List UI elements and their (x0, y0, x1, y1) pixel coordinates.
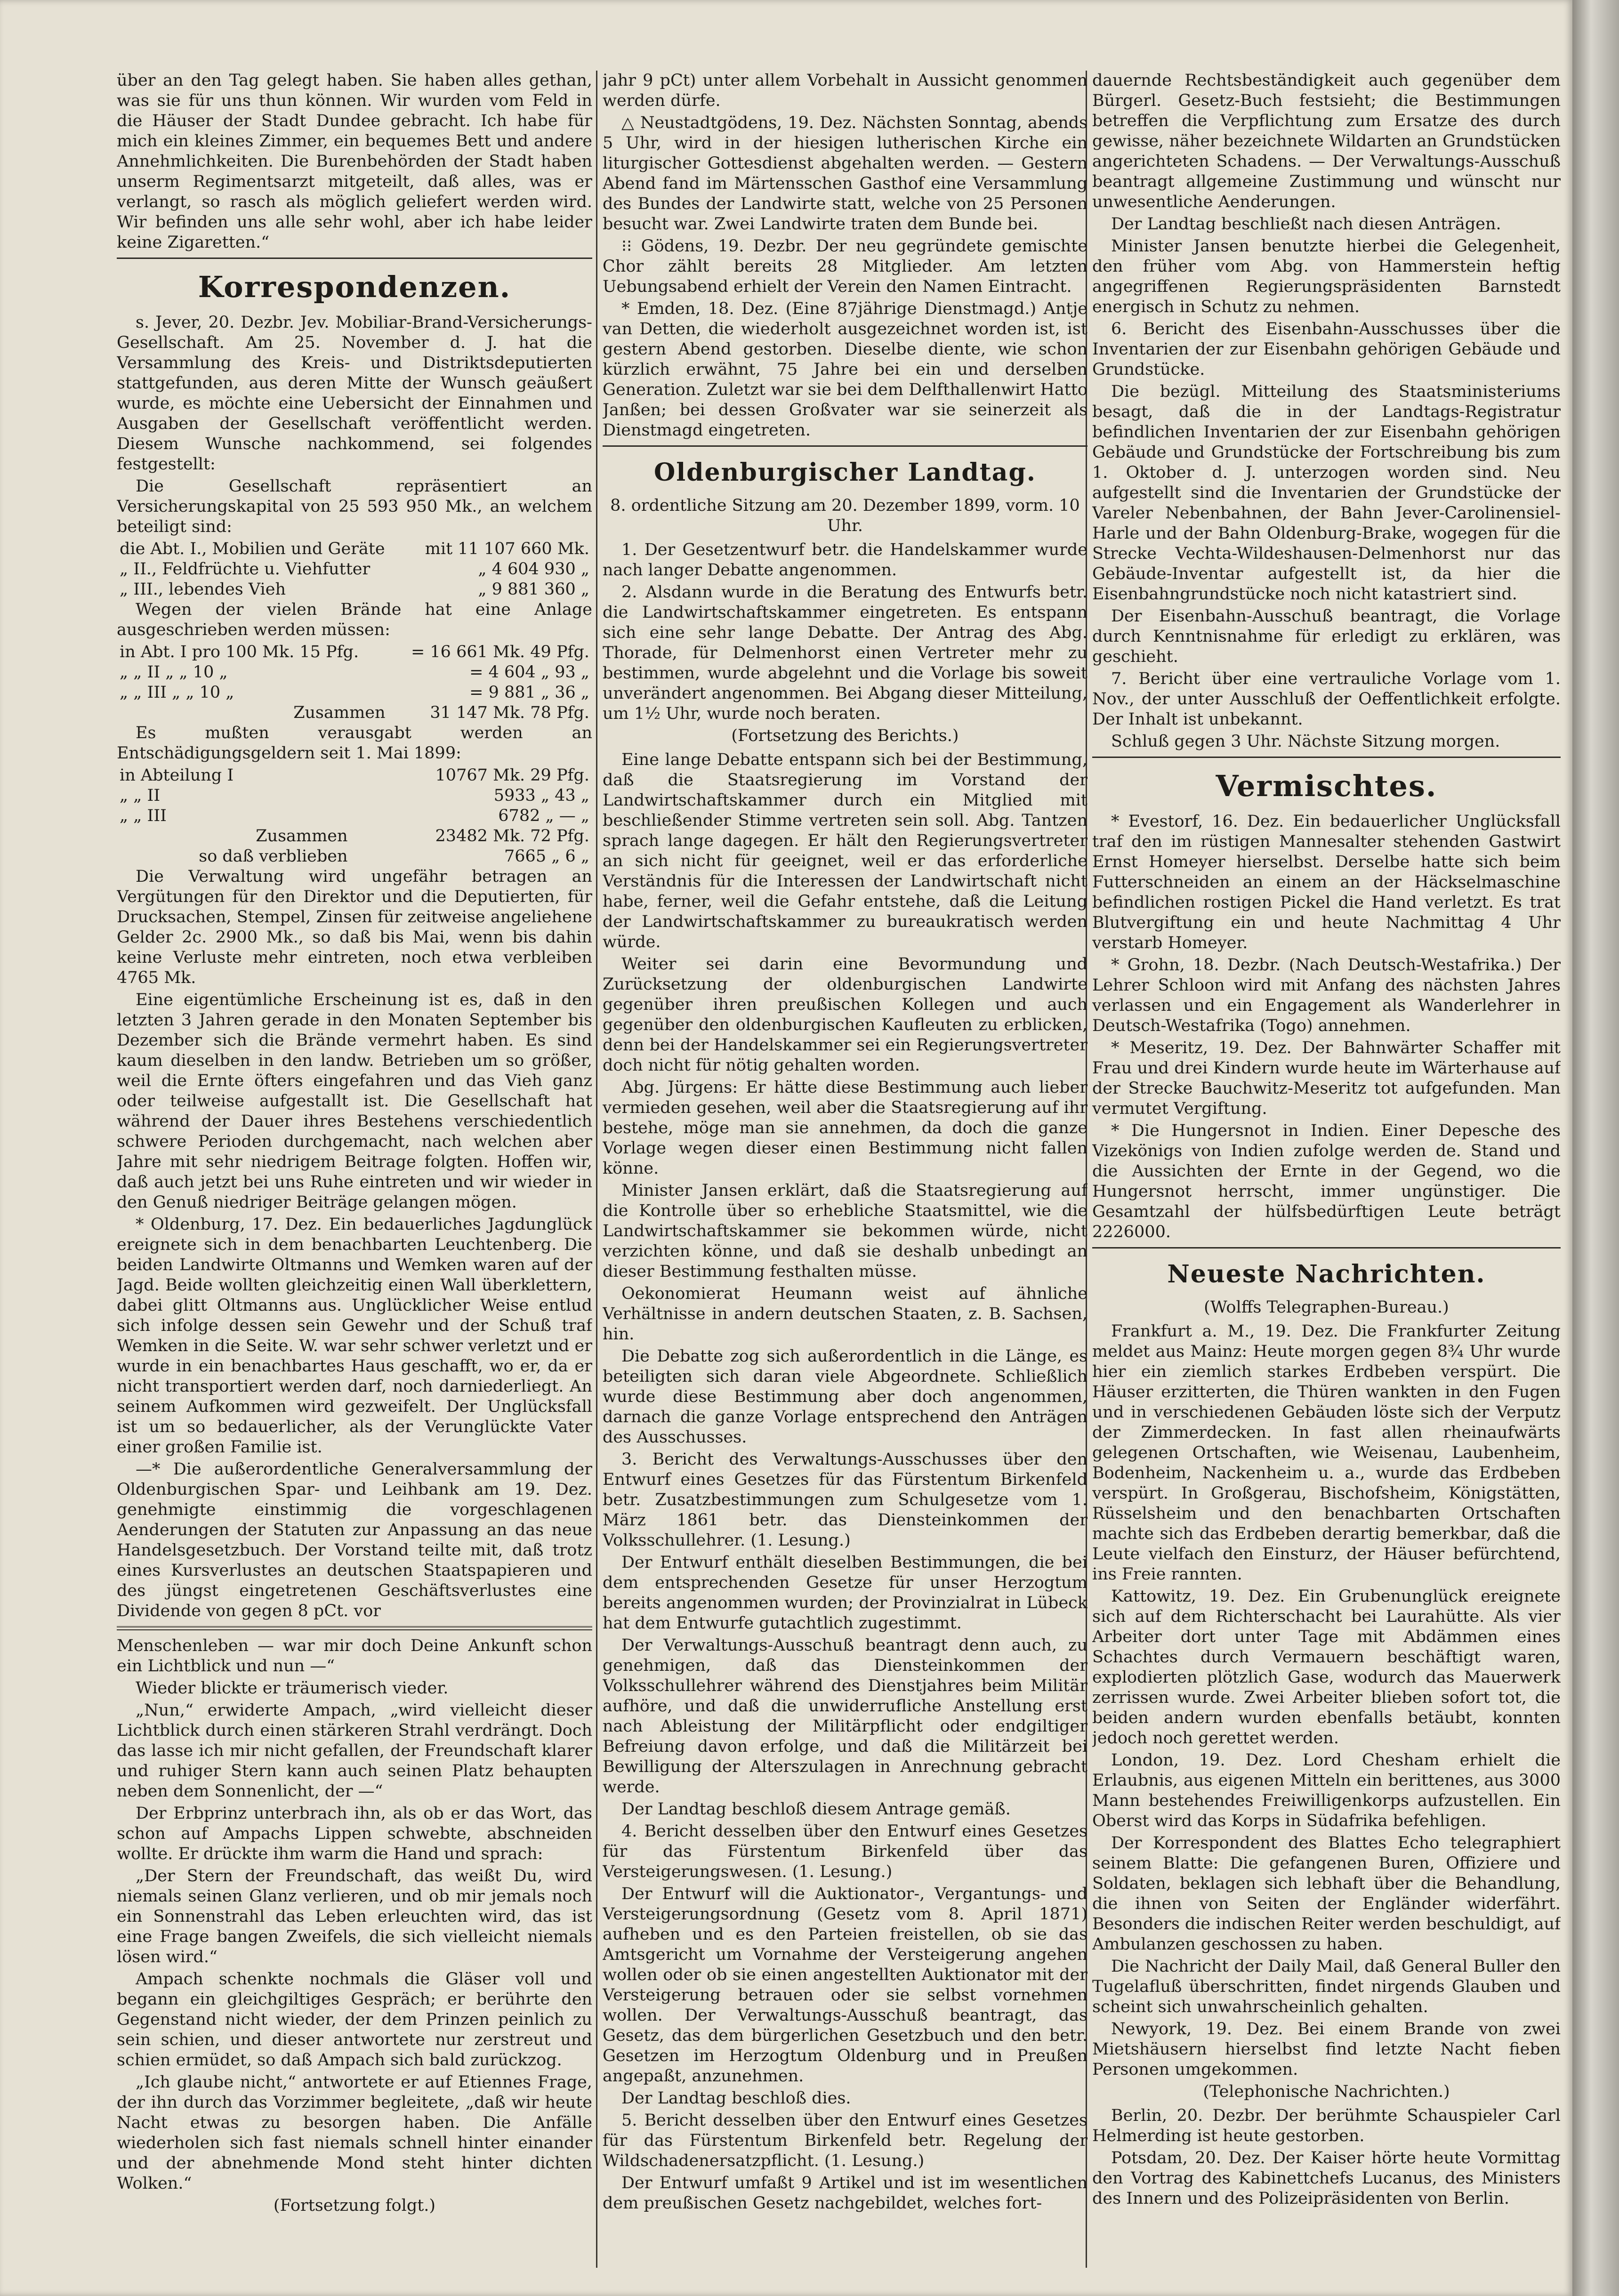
report-paragraph: 3. Bericht des Verwaltungs-Ausschusses über den Entwurf eines Gesetzes für das Fürstentum Birkenfeld betr. Zusatzbestimmungen zum Schulgesetze vom 1. März 1861 betr. das Diensteinkommen der Volksschullehrer. (1. Lesung.) (603, 1450, 1087, 1550)
table-cell: Zusammen (256, 827, 348, 846)
table-row (117, 662, 592, 683)
agenda-item: 1. Der Gesetzentwurf betr. die Handelskammer wurde nach langer Debatte angenommen. (603, 540, 1087, 580)
news-item: Kattowitz, 19. Dez. Ein Grubenunglück ereignete sich auf dem Richterschacht bei Laurahütte. Als vier Arbeiter dort unter Tage mit Abdämmen eines Schachtes durch Vermauern beschäftigt waren, explodierten plötzlich Gase, wodurch das Mauerwerk zerrissen wurde. Zwei Arbeiter blieben sofort tot, die beiden andern wurden ebenfalls betäubt, konnten jedoch noch gerettet werden. (1092, 1587, 1561, 1748)
report-paragraph: Der Landtag beschloß diesem Antrage gemäß. (621, 1800, 1011, 1819)
table-abteilungen (117, 539, 592, 600)
report-paragraph: Oekonomierat Heumann weist auf ähnliche Verhältnisse in andern deutschen Staaten, z. B. Sachsen, hin. (603, 1284, 1087, 1344)
report-paragraph: Minister Jansen erklärt, daß die Staatsregierung auf die Kontrolle über so erhebliche Staatsmittel, wie die Landwirtschaftskammer sie bekommen würde, nicht verzichten könne, und daß sie deshalb unbedingt an dieser Bestimmung festhalten müsse. (603, 1181, 1087, 1281)
report-paragraph: Der Landtag beschließt nach diesen Anträgen. (1111, 215, 1501, 234)
news-item: Newyork, 19. Dez. Bei einem Brande von zwei Mietshäusern hierselbst find letzte Nacht fieben Personen umgekommen. (1092, 2020, 1561, 2079)
table-row (117, 786, 592, 806)
feuilleton (117, 1636, 592, 2216)
table-row (117, 539, 592, 559)
divider (603, 445, 1087, 447)
feuilleton-paragraph: Wieder blickte er träumerisch vieder. (136, 1679, 449, 1698)
report-paragraph: Die Debatte zog sich außerordentlich in die Länge, es beteiligten sich daran viele Abgeordnete. Schließlich wurde diese Bestimmung aber doch angenommen, darnach die ganze Vorlage entsprechend den Anträgen des Ausschusses. (603, 1347, 1087, 1447)
table-cell: „ 4 604 930 „ (478, 560, 589, 579)
article-paragraph: Die Verwaltung wird ungefähr betragen an Vergütungen für den Direktor und die Deputierten, für Drucksachen, Stempel, Zinsen für zeitweise angeliehene Gelder 2c. 2900 Mk., so daß bis Mai, wenn bis dahin keine Verluste mehr eintreten, noch etwa verbleiben 4765 Mk. (117, 867, 592, 987)
divider (1092, 1247, 1561, 1249)
article-goedens: ⁝⁝ Gödens, 19. Dezbr. Der neu gegründete gemischte Chor zählt bereits 28 Mitglieder. Am letzten Uebungsabend erhielt der Verein den Namen Eintracht. (603, 237, 1087, 296)
news-source: (Telephonische Nachrichten.) (1203, 2082, 1450, 2101)
news-item: Potsdam, 20. Dez. Der Kaiser hörte heute Vormittag den Vortrag des Kabinettchefs Lucanus, des Ministers des Innern und des Polizeipräsidenten von Berlin. (1092, 2149, 1561, 2208)
table-row (117, 846, 592, 867)
news-item: Die Nachricht der Daily Mail, daß General Buller den Tugelafluß überschritten, findet nirgends Glauben und scheint sich unwahrscheinlich gehalten. (1092, 1957, 1561, 2016)
report-paragraph: Eine lange Debatte entspann sich bei der Bestimmung, daß die Staatsregierung im Vorstand der Landwirtschaftskammer durch ein Mitglied mit beschließender Stimme vertreten sein soll. Abg. Tantzen sprach lange dagegen. Er hält den Regierungsvertreter an sich nicht für geeignet, weil er das erforderliche Verständnis für die Interessen der Landwirtschaft nicht habe, ferner, weil die Gefahr entstehe, daß die Leitung der Landwirtschaftskammer zu bureaukratisch werden würde. (603, 750, 1087, 951)
table-cell: in Abt. I pro 100 Mk. 15 Pfg. (120, 643, 359, 661)
table-cell: „ „ II „ „ 10 „ (120, 663, 228, 682)
report-paragraph: 6. Bericht des Eisenbahn-Ausschusses über die Inventarien der zur Eisenbahn gehörigen Gebäude und Grundstücke. (1092, 320, 1561, 379)
section-heading-korrespondenzen: Korrespondenzen. (198, 270, 511, 304)
report-paragraph: Minister Jansen benutzte hierbei die Gelegenheit, den früher vom Abg. von Hammerstein heftig angegriffenen Regierungspräsidenten Barnstedt energisch in Schutz zu nehmen. (1092, 237, 1561, 316)
table-cell: 10767 Mk. 29 Pfg. (435, 766, 589, 785)
table-cell: 31 147 Mk. 78 Pfg. (430, 703, 589, 722)
table-cell: 5933 „ 43 „ (493, 786, 589, 805)
news-item: * Die Hungersnot in Indien. Einer Depesche des Vizekönigs von Indien zufolge werden de. Stand und die Aussichten der Ernte in der Gegend, wo die Hungersnot herrscht, immer ungünstiger. Die Gesamtzahl der hülfsbedürftigen Leute beträgt 2226000. (1092, 1121, 1561, 1241)
article-paragraph: Es mußten verausgabt werden an Entschädigungsgeldern seit 1. Mai 1899: (117, 724, 592, 763)
table-cell: = 4 604 „ 93 „ (469, 663, 589, 682)
report-paragraph: Der Verwaltungs-Ausschuß beantragt denn auch, zu genehmigen, daß das Diensteinkommen der Volksschullehrer während des Dienstjahres beim Militär aufhöre, und daß die unwiderrufliche Anstellung erst nach Ableistung der Militärpflicht oder endgiltiger Befreiung davon erfolge, und daß die Militärzeit bei Bewilligung der Alterszulagen in Anrechnung gebracht werde. (603, 1636, 1087, 1797)
report-paragraph: Weiter sei darin eine Bevormundung und Zurücksetzung der oldenburgischen Landwirte gegenüber ihren preußischen Kollegen und auch gegenüber den oldenburgischen Kaufleuten zu erblicken, denn bei der Handelskammer sei ein Regierungsvertreter doch nicht für nötig gehalten worden. (603, 955, 1087, 1075)
report-paragraph: Der Entwurf will die Auktionator-, Vergantungs- und Versteigerungsordnung (Gesetz vom 8. April 1871) aufheben und es den Parteien freistellen, ob sie das Amtsgericht um Vornahme der Versteigerung angehen wollen oder ob sie einen angestellten Auktionator mit der Versteigerung betrauen oder sie selbst vornehmen wollen. Der Verwaltungs-Ausschuß beantragt, das Gesetz, das dem bürgerlichen Gesetzbuch und den betr. Gesetzen im Herzogtum Oldenburg und in Preußen angepaßt, anzunehmen. (603, 1885, 1087, 2086)
feuilleton-paragraph: „Ich glaube nicht,“ antwortete er auf Etiennes Frage, der ihn durch das Vorzimmer begleitete, „daß wir heute Nacht etwas zu besorgen haben. Die Anfälle wiederholen sich fast niemals schnell hinter einander und der abnehmende Mond steht hinter dichten Wolken.“ (117, 2073, 592, 2193)
agenda-item: 2. Alsdann wurde in die Beratung des Entwurfs betr. die Landwirtschaftskammer eingetreten. Es entspann sich eine sehr lange Debatte. Der Antrag des Abg. Thorade, für Delmenhorst einen Vertreter mehr zu bestimmen, wurde abgelehnt und die Vorlage bis soweit unverändert angenommen. Bei Abgang dieser Mitteilung, um 1½ Uhr, wurde noch beraten. (603, 583, 1087, 723)
table-anlage (117, 642, 592, 723)
feuilleton-paragraph: Ampach schenkte nochmals die Gläser voll und begann ein gleichgiltiges Gespräch; er berührte den Gegenstand nicht wieder, der dem Prinzen peinlich zu sein schien, und dieser antwortete nur zerstreut und schien ermüdet, so daß Ampach sich bald zurückzog. (117, 1970, 592, 2070)
report-paragraph: Abg. Jürgens: Er hätte diese Bestimmung auch lieber vermieden gesehen, weil aber die Staatsregierung auf ihr bestehe, möge man sie annehmen, da doch die ganze Vorlage wegen dieser einen Bestimmung nicht fallen könne. (603, 1078, 1087, 1178)
report-paragraph: dauernde Rechtsbeständigkeit auch gegenüber dem Bürgerl. Gesetz-Buch festsieht; die Bestimmungen betreffen die Verpflichtung zum Ersatze des durch gewisse, näher bezeichnete Wildarten an Grundstücken angerichteten Schadens. — Der Verwaltungs-Ausschuß beantragt allgemeine Zustimmung und wünscht nur unwesentliche Aenderungen. (1092, 71, 1561, 211)
article-neustadtgoedens: △ Neustadtgödens, 19. Dez. Nächsten Sonntag, abends 5 Uhr, wird in der hiesigen lutherischen Kirche ein liturgischer Gottesdienst abgehalten werden. — Gestern Abend fand im Märtensschen Gasthof eine Versammlung des Bundes der Landwirte statt, welche von 25 Personen besucht war. Zwei Landwirte traten dem Bunde bei. (603, 113, 1087, 234)
report-continuation-heading: (Fortsetzung des Berichts.) (731, 726, 959, 745)
report-paragraph: Der Eisenbahn-Ausschuß beantragt, die Vorlage durch Kenntnisnahme für erledigt zu erklären, was geschieht. (1092, 607, 1561, 666)
feuilleton-paragraph: Der Erbprinz unterbrach ihn, als ob er das Wort, das schon auf Ampachs Lippen schwebte, abschneiden wollte. Er drückte ihm warm die Hand und sprach: (117, 1804, 592, 1863)
article-paragraph: Die Gesellschaft repräsentiert an Versicherungskapital von 25 593 950 Mk., an welchem beteiligt sind: (117, 477, 592, 536)
table-cell: die Abt. I., Mobilien und Geräte (120, 540, 385, 558)
feuilleton-paragraph: „Der Stern der Freundschaft, das weißt Du, wird niemals seinen Glanz verlieren, und ob mir jemals noch ein Sonnenstrahl das Leben erleuchten wird, das ist eine Frage bangen Zweifels, die sich vielleicht niemals lösen wird.“ (117, 1867, 592, 1966)
news-item: Frankfurt a. M., 19. Dez. Die Frankfurter Zeitung meldet aus Mainz: Heute morgen gegen 8¾ Uhr wurde hier ein ziemlich starkes Erdbeben verspürt. Die Häuser erzitterten, die Thüren wankten in den Fugen und in verschiedenen Gebäuden löste sich der Verputz der Zimmerdecken. In fast allen rheinaufwärts gelegenen Ortschaften, wie Weisenau, Laubenheim, Bodenheim, Nackenheim u. a., wurde das Erdbeben verspürt. In Großgerau, Bischofsheim, Königstätten, Rüsselsheim und den benachbarten Ortschaften machte sich das Erdbeben derartig bemerkbar, daß die Leute vielfach den Einsturz, der Häuser befürchtend, ins Freie rannten. (1092, 1322, 1561, 1584)
news-item: * Grohn, 18. Dezbr. (Nach Deutsch-Westafrika.) Der Lehrer Schloon wird mit Anfang des nächsten Jahres verlassen und ein Engagement als Wanderlehrer in Deutsch-Westafrika (Togo) annehmen. (1092, 956, 1561, 1035)
feuilleton-paragraph: „Nun,“ erwiderte Ampach, „wird vielleicht dieser Lichtblick durch einen stärkeren Strahl verdrängt. Doch das lasse ich mir nicht gefallen, der Freundschaft klarer und ruhiger Stern kann auch seinen Platz behaupten neben dem Sonnenlicht, der —“ (117, 1701, 592, 1801)
table-cell: „ III., lebendes Vieh (120, 580, 286, 599)
session-info: 8. ordentliche Sitzung am 20. Dezember 1899, vorm. 10 Uhr. (610, 496, 1080, 535)
table-cell: „ II., Feldfrüchte u. Viehfutter (120, 560, 371, 579)
news-item: * Evestorf, 16. Dez. Ein bedauerlicher Unglücksfall traf den im rüstigen Mannesalter stehenden Gastwirt Ernst Homeyer hierselbst. Derselbe hatte sich beim Futterschneiden an einem an der Häckselmaschine befindlichen rostigen Pickel die Hand verletzt. Es trat Blutvergiftung ein und heute Nachmittag 4 Uhr verstarb Homeyer. (1092, 812, 1561, 952)
report-paragraph: Der Entwurf umfaßt 9 Artikel und ist im wesentlichen dem preußischen Gesetz nachgebildet, welches fort- (603, 2174, 1087, 2213)
table-cell: Zusammen (293, 703, 386, 722)
feuilleton-divider (117, 1626, 592, 1630)
news-item: Der Korrespondent des Blattes Echo telegraphiert seinem Blatte: Die gefangenen Buren, Offiziere und Soldaten, beklagen sich lebhaft über die Behandlung, die ihnen von Seiten der Engländer widerfährt. Besonders die indischen Reiter werden beschuldigt, auf Ambulanzen geschossen zu haben. (1092, 1834, 1561, 1954)
news-source: (Wolffs Telegraphen-Bureau.) (1204, 1298, 1449, 1317)
table-row (117, 580, 592, 600)
report-paragraph: Schluß gegen 3 Uhr. Nächste Sitzung morgen. (1111, 732, 1500, 751)
news-item: * Meseritz, 19. Dez. Der Bahnwärter Schaffer mit Frau und drei Kindern wurde heute im Wärterhause auf der Strecke Bauchwitz-Meseritz tot aufgefunden. Man vermutet Vergiftung. (1092, 1039, 1561, 1118)
article-paragraph: Eine eigentümliche Erscheinung ist es, daß in den letzten 3 Jahren gerade in den Monaten September bis Dezember sich die Brände vermehrt haben. Es sind kaum dieselben in den landw. Betrieben um so größer, weil die Ernte öfters eingefahren und das Vieh ganz oder teilweise aufgestallt ist. Die Gesellschaft hat während der Dauer ihres Bestehens verschiedentlich schwere Perioden durchgemacht, nach welchen aber Jahre mit sehr niedrigem Beitrage folgten. Hoffen wir, daß auch jetzt bei uns Ruhe eintreten und wir wieder in den Genuß niedriger Beiträge gelangen mögen. (117, 991, 592, 1212)
section-heading-neueste-nachrichten: Neueste Nachrichten. (1167, 1260, 1486, 1289)
table-cell: 23482 Mk. 72 Pfg. (435, 827, 589, 846)
table-cell: „ „ II (120, 786, 161, 805)
article-continuation: jahr 9 pCt) unter allem Vorbehalt in Aussicht genommen werden dürfe. (603, 71, 1087, 110)
table-row (117, 703, 592, 723)
report-paragraph: 5. Bericht desselben über den Entwurf eines Gesetzes für das Fürstentum Birkenfeld betr. Regelung der Wildschadenersatzpflicht. (1. Lesung.) (603, 2111, 1087, 2170)
table-row (117, 642, 592, 662)
divider (117, 258, 592, 259)
continuation-note: (Fortsetzung folgt.) (273, 2196, 436, 2215)
table-cell: „ „ III „ „ 10 „ (120, 683, 234, 702)
column-1 (117, 71, 592, 2268)
article-paragraph: Wegen der vielen Brände hat eine Anlage ausgeschrieben werden müssen: (117, 600, 592, 639)
article-sparbank: —* Die außerordentliche Generalversammlung der Oldenburgischen Spar- und Leihbank am 19. Dez. genehmigte einstimmig die vorgeschlagenen Aenderungen der Statuten zur Anpassung an das neue Handelsgesetzbuch. Der Vorstand teilte mit, daß trotz eines Kursverlustes an deutschen Staatspapieren und des jüngst eingetretenen Geschäftsverlustes eine Dividende von gegen 8 pCt. vor (117, 1460, 592, 1620)
column-3 (1092, 71, 1561, 2268)
report-paragraph: 4. Bericht desselben über den Entwurf eines Gesetzes für das Fürstentum Birkenfeld über das Versteigerungswesen. (1. Lesung.) (603, 1822, 1087, 1881)
table-cell: 6782 „ — „ (498, 806, 589, 825)
report-paragraph: 7. Bericht über eine vertrauliche Vorlage vom 1. Nov., der unter Ausschluß der Oeffentlichkeit erfolgte. Der Inhalt ist unbekannt. (1092, 669, 1561, 729)
table-entschaedigung (117, 765, 592, 867)
divider (1092, 757, 1561, 758)
report-paragraph: Die bezügl. Mitteilung des Staatsministeriums besagt, daß die in der Landtags-Registratur befindlichen Inventarien der zur Eisenbahn gehörigen Gebäude und Grundstücke der Fortschreibung bis zum 1. Oktober d. J. unterzogen worden sind. Neu aufgestellt sind die Inventarien der Grundstücke der Vareler Nebenbahnen, der Bahn Jever-Carolinensiel-Harle und der Bahn Oldenburg-Brake, wogegen für die Strecke Vechta-Wildeshausen-Delmenhorst nur das Gebäude-Inventar aufgestellt ist, da hier die Eisenbahngrundstücke noch nicht katastriert sind. (1092, 382, 1561, 604)
table-cell: = 16 661 Mk. 49 Pfg. (411, 643, 589, 661)
report-paragraph: Der Landtag beschloß dies. (621, 2089, 851, 2108)
table-row (117, 683, 592, 703)
table-cell: 7665 „ 6 „ (504, 847, 589, 866)
table-row (117, 826, 592, 846)
news-item: London, 19. Dez. Lord Chesham erhielt die Erlaubnis, aus eigenen Mitteln ein berittenes, aus 3000 Mann bestehendes Freiwilligenkorps aufzustellen. Ein Oberst wird das Korps in Südafrika befehligen. (1092, 1751, 1561, 1830)
section-heading-vermischtes: Vermischtes. (1216, 769, 1437, 803)
table-row (117, 765, 592, 786)
table-cell: in Abteilung I (120, 766, 234, 785)
page-edge (1572, 0, 1619, 2296)
section-heading-landtag: Oldenburgischer Landtag. (654, 458, 1036, 487)
news-item: Berlin, 20. Dezbr. Der berühmte Schauspieler Carl Helmerding ist heute gestorben. (1092, 2106, 1561, 2145)
feuilleton-paragraph: Menschenleben — war mir doch Deine Ankunft schon ein Lichtblick und nun —“ (117, 1636, 592, 1676)
column-2 (603, 71, 1087, 2268)
table-row (117, 806, 592, 826)
article-oldenburg: * Oldenburg, 17. Dez. Ein bedauerliches Jagdunglück ereignete sich in dem benachbarten Leuchtenberg. Die beiden Landwirte Oltmanns und Wemken waren auf der Jagd. Beide wollten gleichzeitig einen Wall überklettern, dabei glitt Oltmanns aus. Unglücklicher Weise entlud sich infolge dessen sein Gewehr und der Schuß traf Wemken in die Seite. W. war sehr schwer verletzt und er wurde in ein benachbartes Haus geschafft, wo er, da er nicht transportiert werden darf, noch darniederliegt. An seinem Aufkommen wird gezweifelt. Der Unglücksfall ist um so bedauerlicher, als der Verunglückte Vater einer großen Familie ist. (117, 1215, 592, 1457)
table-cell: „ 9 881 360 „ (478, 580, 589, 599)
article-continuation: über an den Tag gelegt haben. Sie haben alles gethan, was sie für uns thun können. Wir wurden vom Feld in die Häuser der Stadt Dundee gebracht. Ich habe für mich ein kleines Zimmer, ein bequemes Bett und andere Annehmlichkeiten. Die Burenbehörden der Stadt haben unserm Regimentsarzt mitgeteilt, daß alles, was er verlangt, so rasch als möglich geliefert werden wird. Wir befinden uns alle sehr wohl, aber ich habe leider keine Zigaretten.“ (117, 71, 592, 252)
article-emden: * Emden, 18. Dez. (Eine 87jährige Dienstmagd.) Antje van Detten, die wiederholt ausgezeichnet worden ist, ist gestern Abend gestorben. Dieselbe diente, wie schon kürzlich erwähnt, 75 Jahre bei ein und derselben Generation. Zuletzt war sie bei dem Delfthallenwirt Hatto Janßen; bei dessen Großvater war sie seinerzeit als Dienstmagd eingetreten. (603, 299, 1087, 440)
table-cell: mit 11 107 660 Mk. (425, 540, 589, 558)
table-cell: „ „ III (120, 806, 167, 825)
report-paragraph: Der Entwurf enthält dieselben Bestimmungen, die bei dem entsprechenden Gesetze für unser Herzogtum bereits angenommen wurden; der Provinzialrat in Lübeck hat dem Entwurfe gutachtlich zugestimmt. (603, 1553, 1087, 1633)
table-row (117, 559, 592, 580)
table-cell: so daß verblieben (199, 847, 348, 866)
table-cell: = 9 881 „ 36 „ (469, 683, 589, 702)
column-rule (596, 71, 597, 2268)
article-jever: s. Jever, 20. Dezbr. Jev. Mobiliar-Brand-Versicherungs-Gesellschaft. Am 25. November d. J. hat die Versammlung des Kreis- und Distriktsdeputierten stattgefunden, aus deren Mitte der Wunsch geäußert wurde, es möchte eine Uebersicht der Einnahmen und Ausgaben der Gesellschaft veröffentlicht werden. Diesem Wunsche nachkommend, sei folgendes festgestellt: (117, 313, 592, 474)
